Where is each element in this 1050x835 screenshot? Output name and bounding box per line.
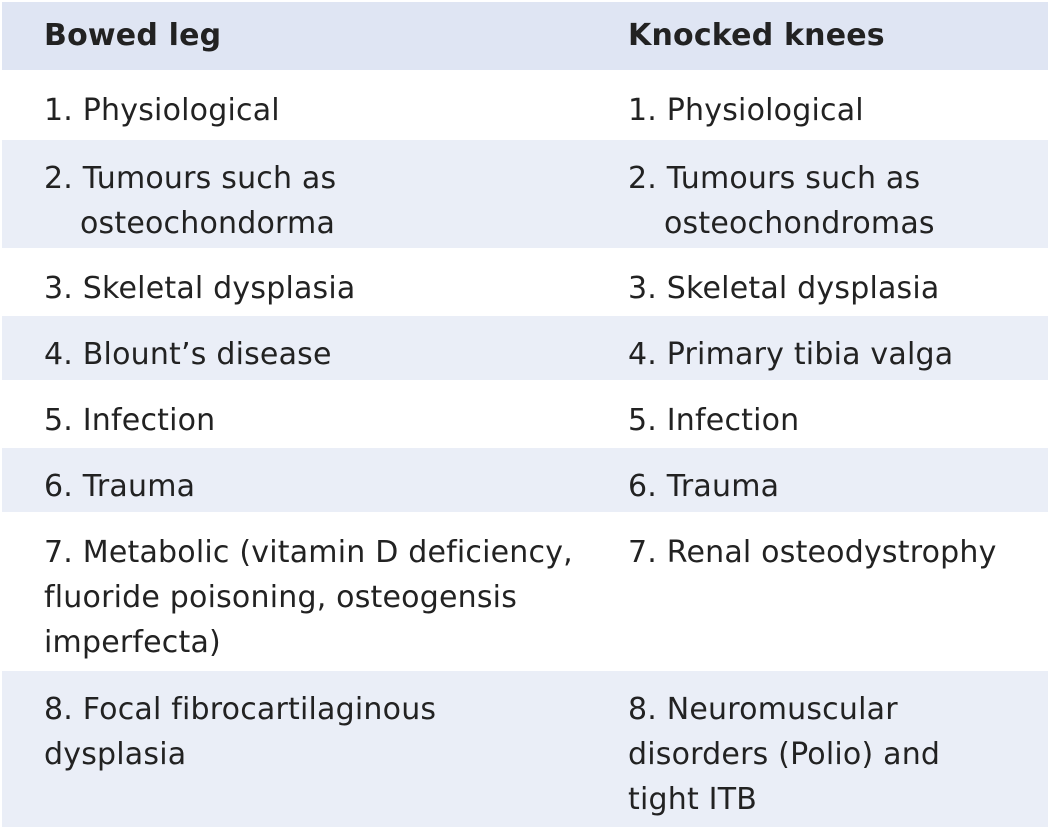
knocked-knees-cell: 1. Physiological: [628, 93, 864, 128]
table-header-row: [2, 2, 1048, 72]
table-row: [2, 316, 1048, 382]
knocked-knees-cell: 4. Primary tibia valga: [628, 337, 954, 372]
bowed-leg-cell-text: 2. Tumours such as osteochondorma: [44, 161, 337, 241]
table-row: [2, 250, 1048, 316]
bowed-leg-cell: 4. Blount’s disease: [44, 337, 332, 372]
comparison-table: [2, 2, 1048, 829]
table-row: [2, 72, 1048, 140]
header-bowed-leg: Bowed leg: [44, 18, 222, 53]
bowed-leg-cell: 8. Focal fibrocartilaginous dysplasia: [44, 692, 437, 772]
knocked-knees-cell: 5. Infection: [628, 403, 800, 438]
knocked-knees-cell: 8. Neuromuscular disorders (Polio) and tight ITB: [628, 692, 941, 817]
bowed-leg-cell: [2, 140, 586, 248]
bowed-leg-cell: 6. Trauma: [44, 469, 196, 504]
table-row: [2, 382, 1048, 448]
knocked-knees-cell: 6. Trauma: [628, 469, 780, 504]
table-row: [2, 140, 1048, 250]
knocked-knees-cell-text: 2. Tumours such as osteochondromas: [628, 161, 935, 241]
bowed-leg-cell: 1. Physiological: [44, 93, 280, 128]
knocked-knees-cell: 3. Skeletal dysplasia: [628, 271, 940, 306]
bowed-leg-cell: 7. Metabolic (vitamin D deficiency, fluoride poisoning, osteogensis imperfecta): [44, 535, 573, 660]
knocked-knees-cell: [586, 140, 1048, 248]
table-row: [2, 514, 1048, 671]
bowed-leg-cell: 5. Infection: [44, 403, 216, 438]
bowed-leg-cell: 3. Skeletal dysplasia: [44, 271, 356, 306]
header-knocked-knees: Knocked knees: [628, 18, 885, 53]
table-row: [2, 448, 1048, 514]
knocked-knees-cell: 7. Renal osteodystrophy: [628, 535, 997, 570]
table-row: [2, 671, 1048, 829]
